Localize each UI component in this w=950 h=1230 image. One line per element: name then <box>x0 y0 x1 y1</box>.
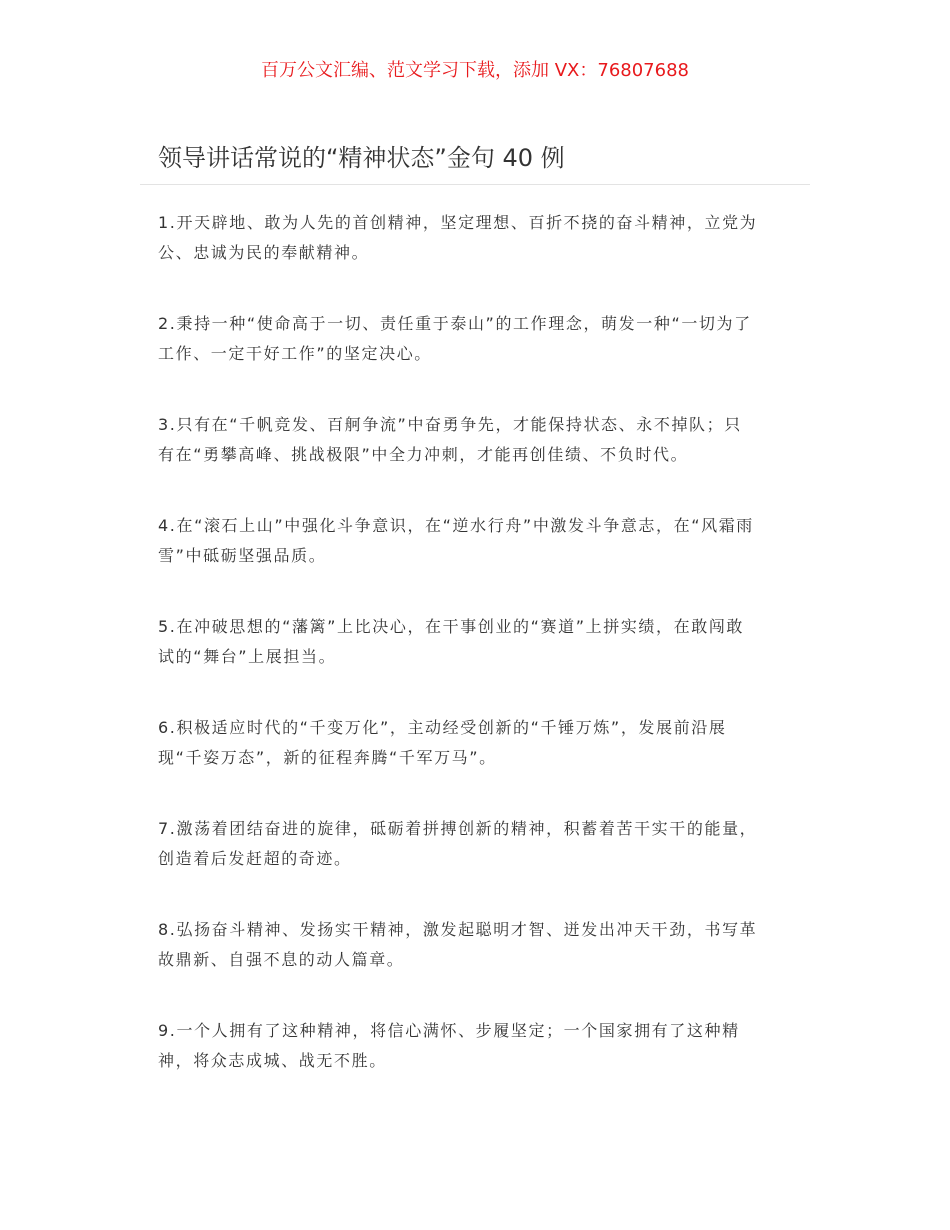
paragraph-line: 6.积极适应时代的“千变万化”，主动经受创新的“千锤万炼”，发展前沿展 <box>158 718 727 737</box>
article-body <box>158 208 798 1117</box>
paragraph-line: 创造着后发赶超的奇迹。 <box>158 849 352 868</box>
page-title: 领导讲话常说的“精神状态”金句 40 例 <box>158 144 565 172</box>
paragraph-line: 试的“舞台”上展担当。 <box>158 647 337 666</box>
paragraph-line: 8.弘扬奋斗精神、发扬实干精神，激发起聪明才智、迸发出冲天干劲，书写革 <box>158 920 758 939</box>
list-item <box>158 1016 798 1076</box>
paragraph-line: 有在“勇攀高峰、挑战极限”中全力冲刺，才能再创佳绩、不负时代。 <box>158 445 689 464</box>
watermark-banner: 百万公文汇编、范文学习下载，添加 VX：76807688 <box>261 60 689 81</box>
list-item <box>158 208 798 268</box>
paragraph-line: 2.秉持一种“使命高于一切、责任重于泰山”的工作理念，萌发一种“一切为了 <box>158 314 752 333</box>
paragraph-line: 4.在“滚石上山”中强化斗争意识，在“逆水行舟”中激发斗争意志，在“风霜雨 <box>158 516 754 535</box>
paragraph-line: 5.在冲破思想的“藩篱”上比决心，在干事创业的“赛道”上拼实绩，在敢闯敢 <box>158 617 745 636</box>
list-item <box>158 309 798 369</box>
paragraph-line: 7.激荡着团结奋进的旋律，砥砺着拼搏创新的精神，积蓄着苦干实干的能量， <box>158 819 758 838</box>
list-item <box>158 410 798 470</box>
paragraph-line: 工作、一定干好工作”的坚定决心。 <box>158 344 432 363</box>
list-item <box>158 511 798 571</box>
paragraph-line: 9.一个人拥有了这种精神，将信心满怀、步履坚定；一个国家拥有了这种精 <box>158 1021 740 1040</box>
paragraph-line: 1.开天辟地、敢为人先的首创精神，坚定理想、百折不挠的奋斗精神，立党为 <box>158 213 758 232</box>
title-divider <box>140 184 810 185</box>
paragraph-line: 3.只有在“千帆竞发、百舸争流”中奋勇争先，才能保持状态、永不掉队；只 <box>158 415 742 434</box>
paragraph-line: 公、忠诚为民的奉献精神。 <box>158 243 370 262</box>
list-item <box>158 713 798 773</box>
list-item <box>158 915 798 975</box>
paragraph-line: 神，将众志成城、战无不胜。 <box>158 1051 387 1070</box>
paragraph-line: 现“千姿万态”，新的征程奔腾“千军万马”。 <box>158 748 497 767</box>
paragraph-line: 雪”中砥砺坚强品质。 <box>158 546 327 565</box>
list-item <box>158 612 798 672</box>
paragraph-line: 故鼎新、自强不息的动人篇章。 <box>158 950 405 969</box>
list-item <box>158 814 798 874</box>
